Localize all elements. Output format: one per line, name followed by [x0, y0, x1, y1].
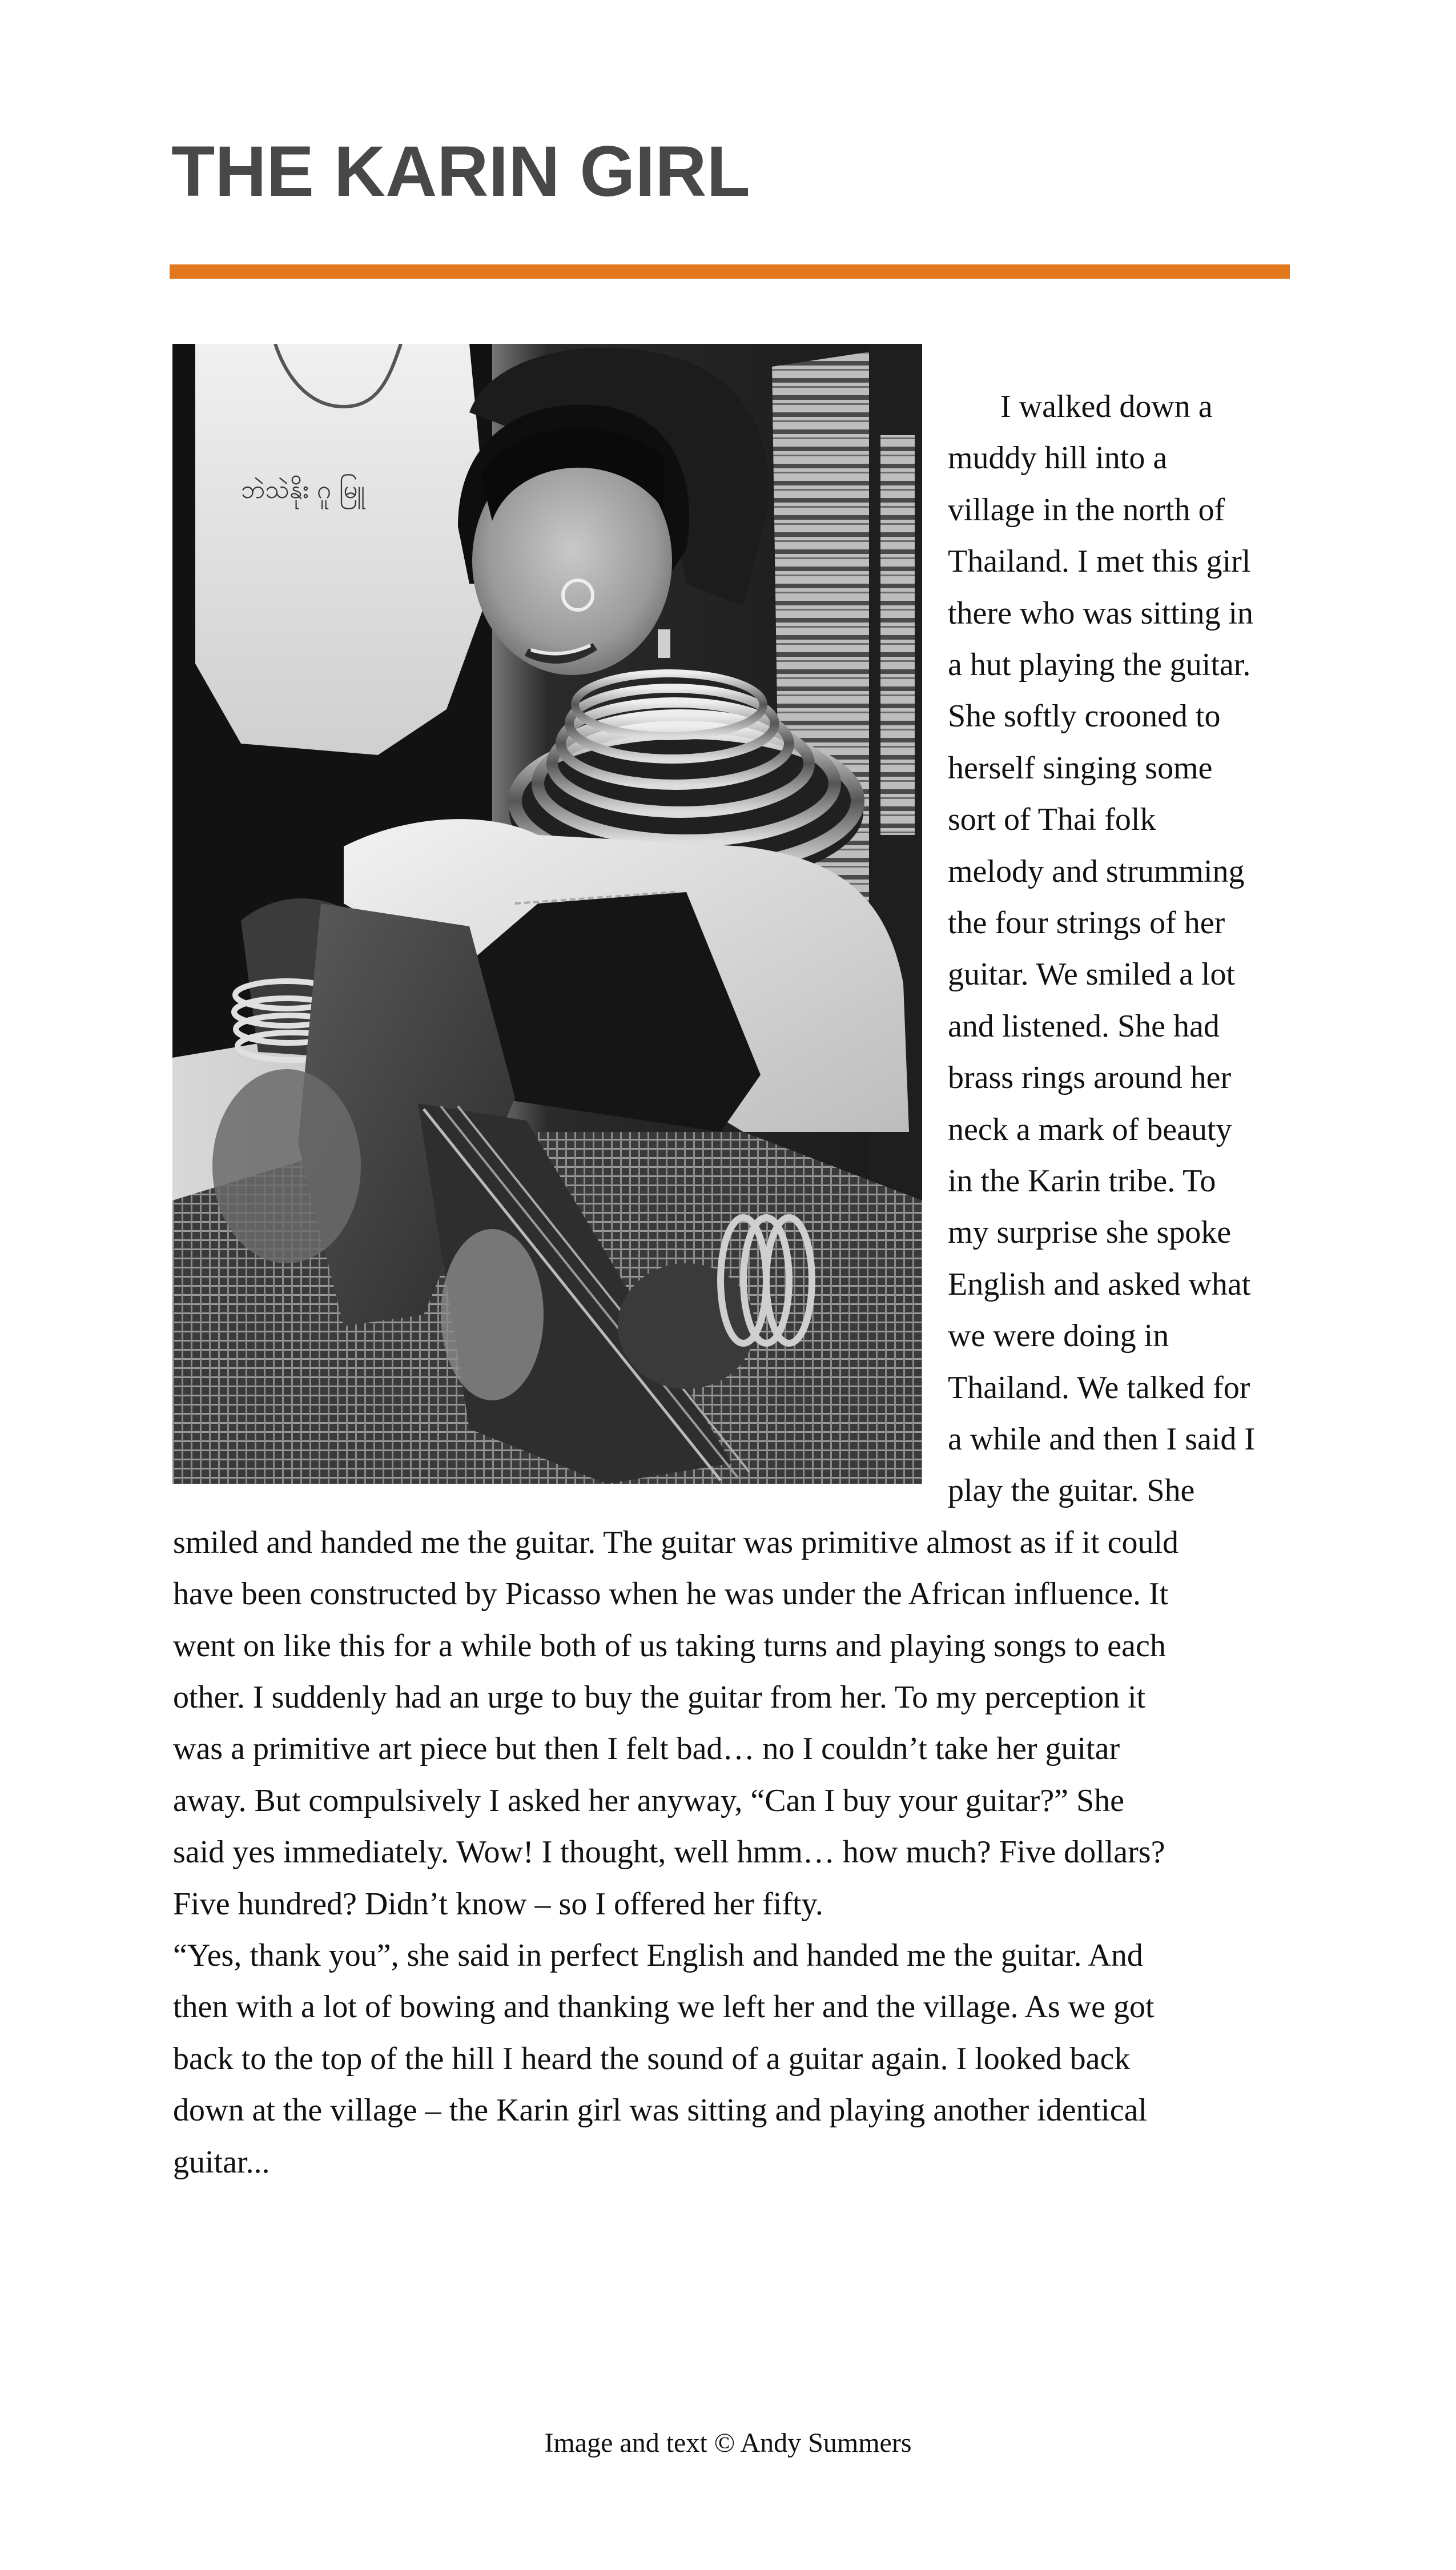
shirt-lettering: ဘဲသဲနိုး ဂူ မြူ [241, 475, 365, 504]
body-line: I walked down a [1000, 389, 1213, 424]
copyright-footer: Image and text © Andy Summers [544, 2428, 912, 2458]
body-line: She softly crooned to [948, 698, 1221, 734]
body-line: then with a lot of bowing and thanking we left her and the village. As we got [173, 1989, 1155, 2025]
body-line: away. But compulsively I asked her anyway, “Can I buy your guitar?” She [173, 1782, 1125, 1818]
page-title: THE KARIN GIRL [171, 132, 750, 211]
body-line: play the guitar. She [948, 1473, 1195, 1509]
body-line: brass rings around her [948, 1060, 1232, 1096]
body-line: a hut playing the guitar. [948, 647, 1251, 682]
body-line: was a primitive art piece but then I felt bad… no I couldn’t take her guitar [173, 1731, 1120, 1767]
body-line: muddy hill into a [948, 440, 1168, 476]
body-line: Thailand. We talked for [948, 1370, 1250, 1406]
body-line: English and asked what [948, 1266, 1251, 1302]
body-line: have been constructed by Picasso when he was under the African influence. It [173, 1576, 1169, 1612]
body-line: went on like this for a while both of us taking turns and playing songs to each [173, 1628, 1166, 1664]
body-line: there who was sitting in [948, 595, 1254, 631]
body-line: herself singing some [948, 750, 1213, 786]
body-line: smiled and handed me the guitar. The guitar was primitive almost as if it could [173, 1524, 1179, 1560]
body-line: the four strings of her [948, 905, 1225, 941]
body-line: my surprise she spoke [948, 1215, 1232, 1251]
body-line: we were doing in [948, 1318, 1169, 1354]
body-line: and listened. She had [948, 1008, 1220, 1044]
body-line: guitar... [173, 2144, 270, 2180]
body-line: Five hundred? Didn’t know – so I offered her fifty. [173, 1886, 823, 1922]
body-line: back to the top of the hill I heard the sound of a guitar again. I looked back [173, 2041, 1131, 2077]
body-line: village in the north of [948, 492, 1225, 528]
body-line: guitar. We smiled a lot [948, 957, 1236, 993]
body-line: a while and then I said I [948, 1421, 1256, 1457]
body-line: in the Karin tribe. To [948, 1163, 1216, 1199]
body-line: said yes immediately. Wow! I thought, well hmm… how much? Five dollars? [173, 1834, 1165, 1870]
photo-karin-girl [172, 344, 922, 1484]
body-line: down at the village – the Karin girl was sitting and playing another identical [173, 2093, 1148, 2129]
body-line: melody and strumming [948, 853, 1245, 889]
body-line: other. I suddenly had an urge to buy the guitar from her. To my perception it [173, 1680, 1146, 1715]
body-line: Thailand. I met this girl [948, 544, 1251, 580]
body-line: sort of Thai folk [948, 802, 1156, 838]
title-divider [170, 264, 1290, 279]
body-line: “Yes, thank you”, she said in perfect English and handed me the guitar. And [173, 1938, 1143, 1973]
body-line: neck a mark of beauty [948, 1111, 1232, 1147]
